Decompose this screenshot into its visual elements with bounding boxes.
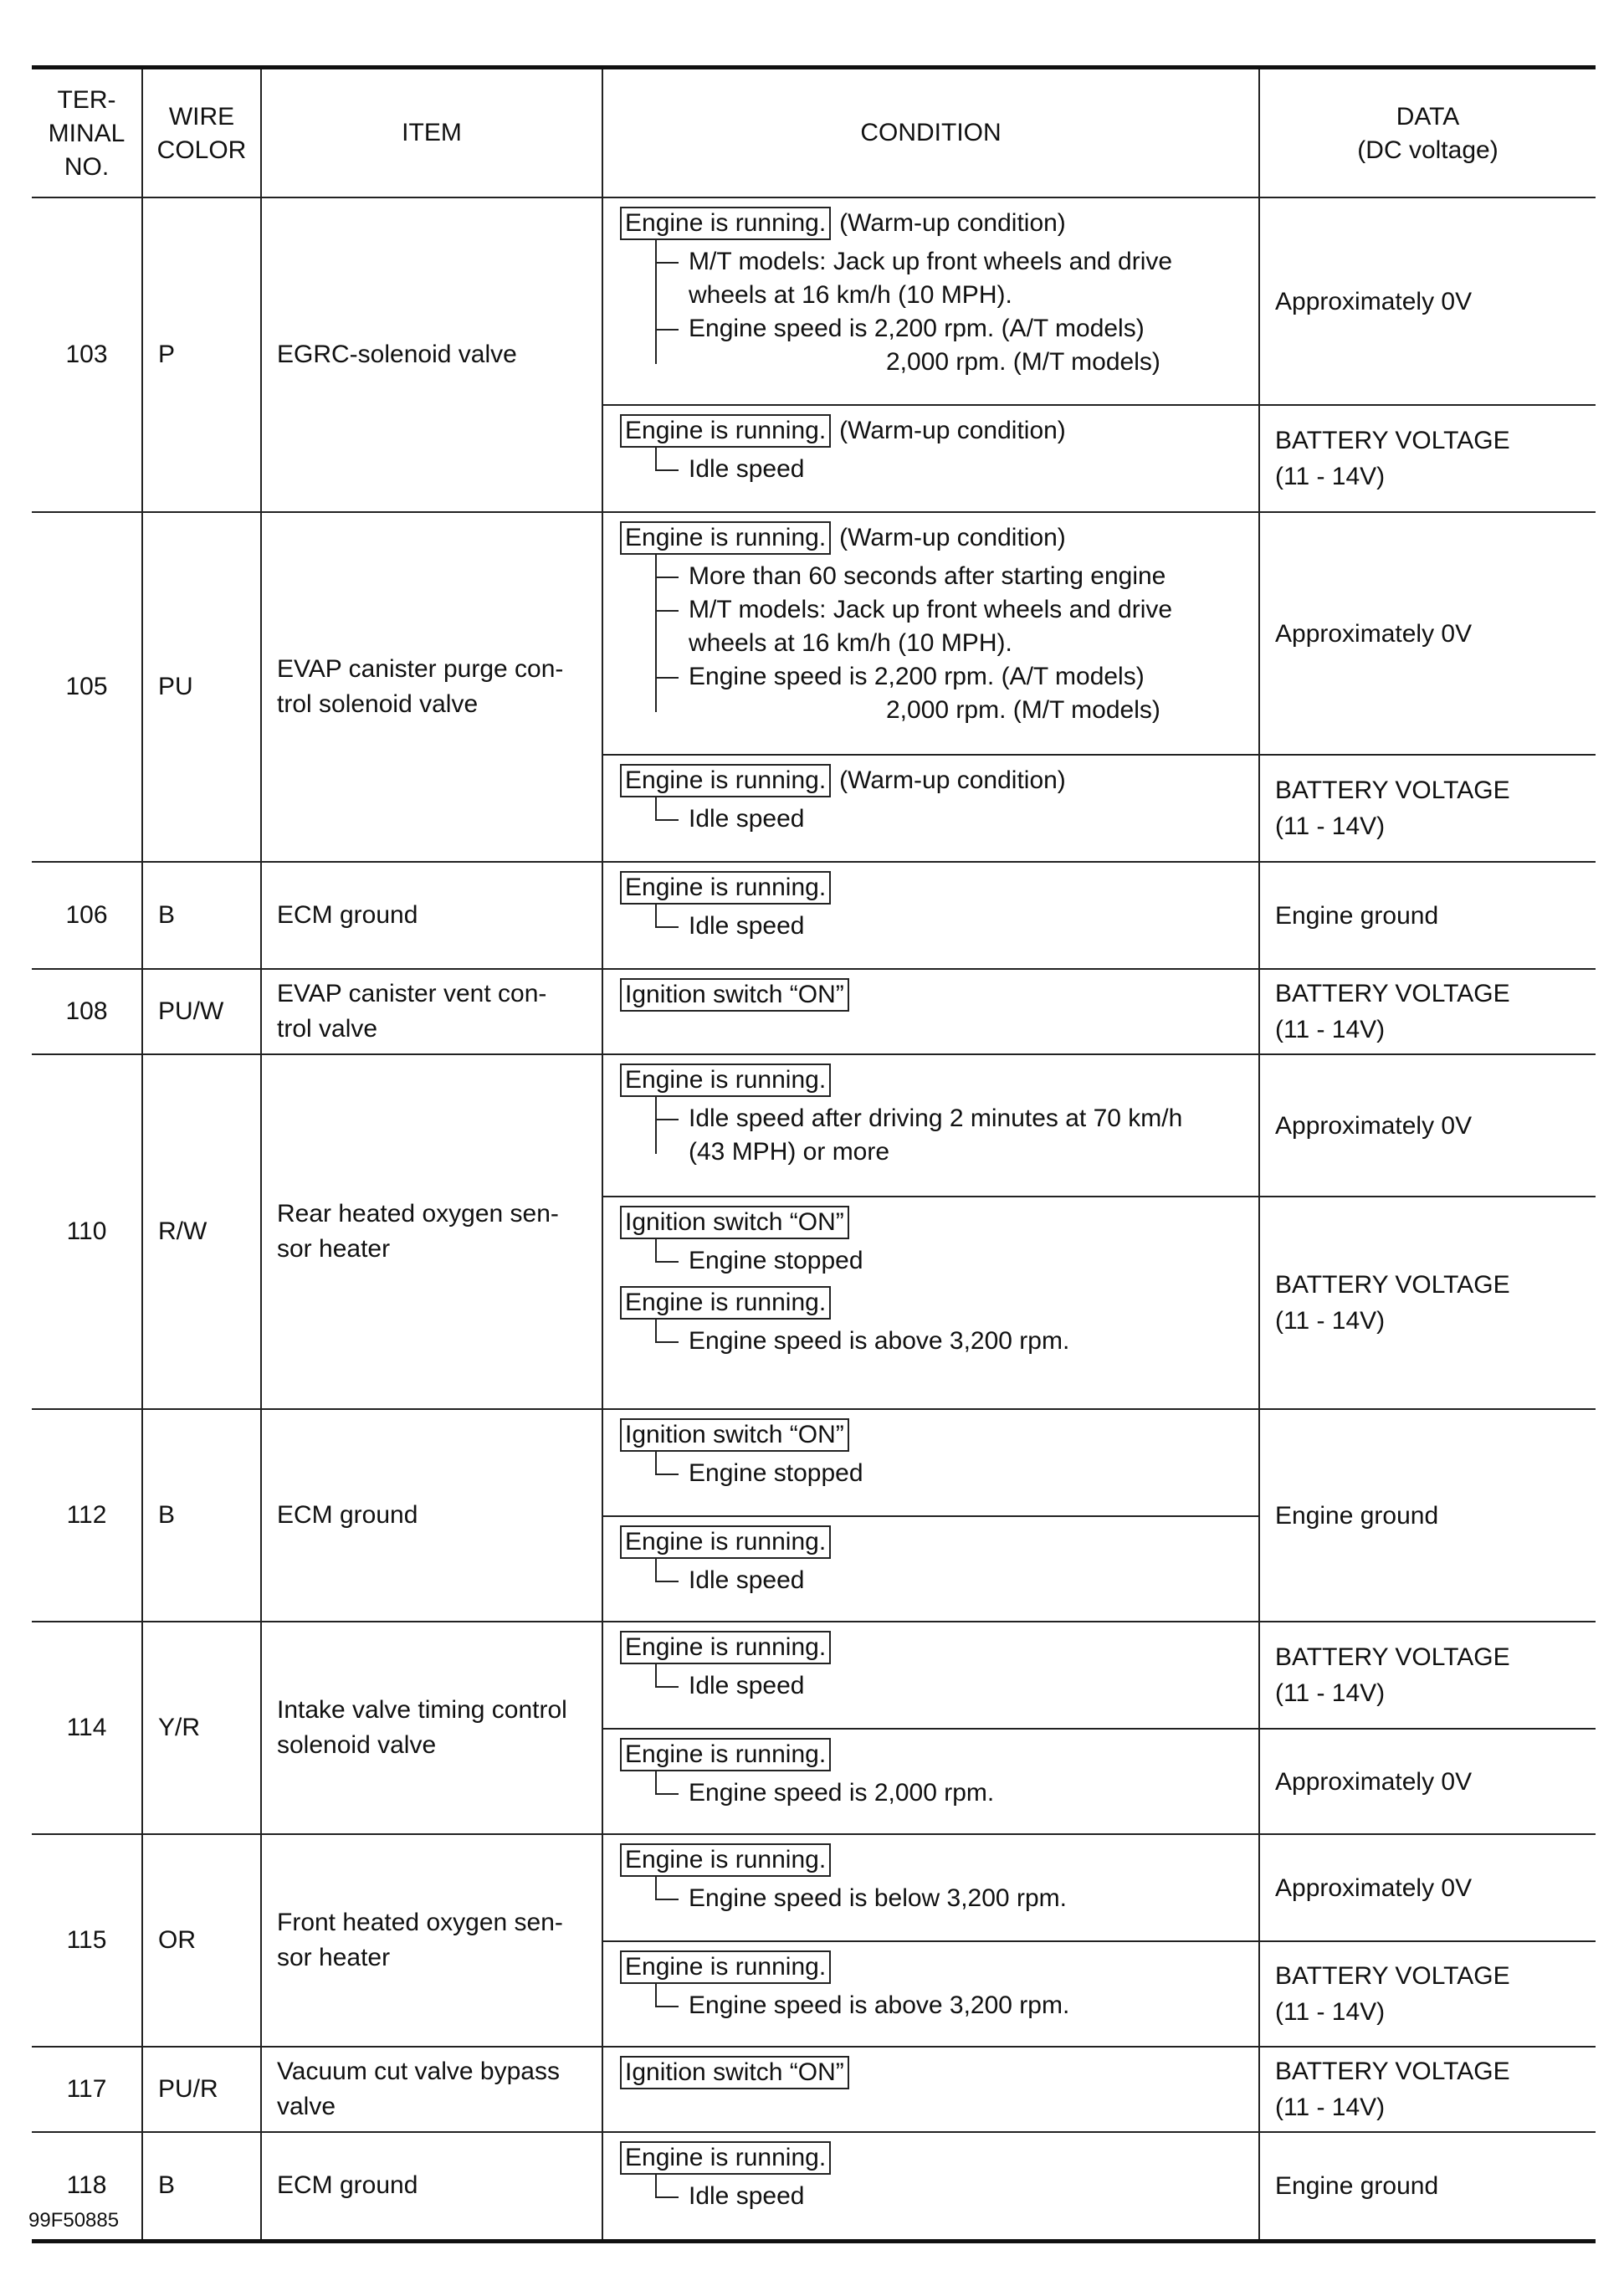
wire-color: B bbox=[142, 1409, 261, 1622]
dc-voltage-data: Approximately 0V bbox=[1259, 1834, 1596, 1941]
condition-sub-steps bbox=[637, 802, 1258, 836]
condition-state-box: Engine is running. bbox=[620, 1286, 831, 1320]
item-name: ECM ground bbox=[261, 862, 602, 969]
terminal-number: 117 bbox=[32, 2047, 142, 2132]
condition-sub-step bbox=[689, 245, 1258, 312]
condition-sub-text: Idle speed bbox=[689, 912, 805, 940]
condition-sub-steps bbox=[637, 245, 1258, 379]
condition-sub-steps bbox=[637, 910, 1258, 943]
dc-voltage-data: BATTERY VOLTAGE (11 - 14V) bbox=[1259, 755, 1596, 862]
wire-color: R/W bbox=[142, 1054, 261, 1409]
item-name: EVAP canister vent con- trol valve bbox=[261, 969, 602, 1054]
condition-sub-step bbox=[689, 1244, 1258, 1278]
header-data: DATA (DC voltage) bbox=[1259, 68, 1596, 198]
condition-sub-text: Engine speed is 2,200 rpm. (A/T models) bbox=[689, 315, 1145, 342]
condition-sub-step bbox=[689, 1457, 1258, 1490]
condition-state-box: Engine is running. bbox=[620, 1064, 831, 1097]
dc-voltage-data: BATTERY VOLTAGE (11 - 14V) bbox=[1259, 969, 1596, 1054]
table-row bbox=[32, 512, 1596, 755]
terminal-number: 118 bbox=[32, 2132, 142, 2241]
table-row bbox=[32, 197, 1596, 405]
table-row bbox=[32, 2132, 1596, 2241]
condition-extra-note: (Warm-up condition) bbox=[839, 766, 1066, 794]
table-row bbox=[32, 1622, 1596, 1729]
condition-cell bbox=[602, 197, 1259, 405]
item-name: EGRC-solenoid valve bbox=[261, 197, 602, 512]
dc-voltage-data: Engine ground bbox=[1259, 2132, 1596, 2241]
condition-sub-steps bbox=[637, 453, 1258, 486]
dc-voltage-data: BATTERY VOLTAGE (11 - 14V) bbox=[1259, 1197, 1596, 1409]
dc-voltage-data: Approximately 0V bbox=[1259, 1729, 1596, 1834]
condition-sub-text: Engine speed is above 3,200 rpm. bbox=[689, 1327, 1070, 1355]
wire-color: B bbox=[142, 2132, 261, 2241]
condition-sub-step bbox=[689, 1325, 1258, 1358]
condition-state-box: Engine is running. bbox=[620, 1525, 831, 1559]
condition-state-box: Ignition switch “ON” bbox=[620, 1418, 849, 1452]
condition-sub-text: wheels at 16 km/h (10 MPH). bbox=[689, 281, 1012, 309]
condition-cell bbox=[602, 512, 1259, 755]
header-item: ITEM bbox=[261, 68, 602, 198]
condition-cell bbox=[602, 405, 1259, 512]
condition-cell bbox=[602, 1729, 1259, 1834]
condition-sub-text: Engine speed is 2,200 rpm. (A/T models) bbox=[689, 663, 1145, 690]
wire-color: OR bbox=[142, 1834, 261, 2047]
condition-sub-step bbox=[689, 1564, 1258, 1597]
condition-state-box: Engine is running. bbox=[620, 414, 831, 448]
dc-voltage-data: Approximately 0V bbox=[1259, 512, 1596, 755]
condition-sub-steps bbox=[637, 1457, 1258, 1490]
item-name: ECM ground bbox=[261, 2132, 602, 2241]
state-line bbox=[620, 1950, 1258, 1984]
state-line bbox=[620, 871, 1258, 905]
condition-sub-text: Idle speed bbox=[689, 805, 805, 833]
condition-cell bbox=[602, 1622, 1259, 1729]
condition-cell bbox=[602, 1409, 1259, 1516]
condition-sub-step bbox=[689, 910, 1258, 943]
wire-color: Y/R bbox=[142, 1622, 261, 1834]
condition-state-box: Engine is running. bbox=[620, 1950, 831, 1984]
condition-cell bbox=[602, 755, 1259, 862]
condition-sub-steps bbox=[637, 1882, 1258, 1915]
condition-sub-text: Idle speed bbox=[689, 1566, 805, 1594]
wire-color: PU/R bbox=[142, 2047, 261, 2132]
condition-sub-text: Idle speed bbox=[689, 1672, 805, 1699]
terminal-number: 115 bbox=[32, 1834, 142, 2047]
condition-cell bbox=[602, 2047, 1259, 2132]
terminal-number: 108 bbox=[32, 969, 142, 1054]
dc-voltage-data: BATTERY VOLTAGE (11 - 14V) bbox=[1259, 1941, 1596, 2047]
condition-sub-step bbox=[689, 1102, 1258, 1169]
condition-sub-steps bbox=[637, 2180, 1258, 2213]
condition-state-box: Ignition switch “ON” bbox=[620, 978, 849, 1012]
item-name: Front heated oxygen sen- sor heater bbox=[261, 1834, 602, 2047]
state-line bbox=[620, 1206, 1258, 1239]
condition-sub-step bbox=[689, 802, 1258, 836]
condition-sub-text: Engine stopped bbox=[689, 1459, 863, 1487]
wire-color: PU/W bbox=[142, 969, 261, 1054]
header-wire-color: WIRE COLOR bbox=[142, 68, 261, 198]
condition-sub-steps bbox=[637, 1989, 1258, 2022]
condition-cell bbox=[602, 1834, 1259, 1941]
condition-state-box: Engine is running. bbox=[620, 207, 831, 240]
table-row bbox=[32, 1834, 1596, 1941]
condition-sub-steps bbox=[637, 1776, 1258, 1810]
condition-sub-text: Engine speed is 2,000 rpm. bbox=[689, 1779, 995, 1807]
condition-cell bbox=[602, 2132, 1259, 2241]
item-name: Intake valve timing control solenoid valve bbox=[261, 1622, 602, 1834]
state-line bbox=[620, 764, 1258, 797]
state-line bbox=[620, 2141, 1258, 2175]
condition-sub-text: 2,000 rpm. (M/T models) bbox=[886, 348, 1160, 376]
terminal-number: 114 bbox=[32, 1622, 142, 1834]
condition-sub-steps bbox=[637, 1669, 1258, 1703]
dc-voltage-data: Engine ground bbox=[1259, 1409, 1596, 1622]
condition-sub-text: Engine stopped bbox=[689, 1247, 863, 1274]
dc-voltage-data: BATTERY VOLTAGE (11 - 14V) bbox=[1259, 405, 1596, 512]
state-line bbox=[620, 1738, 1258, 1771]
condition-sub-step bbox=[689, 1669, 1258, 1703]
condition-sub-step bbox=[689, 1989, 1258, 2022]
condition-sub-text: wheels at 16 km/h (10 MPH). bbox=[689, 629, 1012, 657]
condition-sub-text: 2,000 rpm. (M/T models) bbox=[886, 696, 1160, 724]
condition-sub-text: Idle speed after driving 2 minutes at 70 km/h bbox=[689, 1105, 1183, 1132]
condition-sub-step bbox=[689, 312, 1258, 379]
state-line bbox=[620, 1631, 1258, 1664]
condition-sub-text: More than 60 seconds after starting engine bbox=[689, 562, 1166, 590]
condition-sub-steps bbox=[637, 1564, 1258, 1597]
table-row bbox=[32, 2047, 1596, 2132]
condition-sub-steps bbox=[637, 560, 1258, 727]
wire-color: P bbox=[142, 197, 261, 512]
condition-state-box: Engine is running. bbox=[620, 764, 831, 797]
condition-extra-note: (Warm-up condition) bbox=[839, 417, 1066, 444]
item-name: ECM ground bbox=[261, 1409, 602, 1622]
condition-sub-text: (43 MPH) or more bbox=[689, 1138, 890, 1166]
dc-voltage-data: BATTERY VOLTAGE (11 - 14V) bbox=[1259, 1622, 1596, 1729]
condition-state-box: Engine is running. bbox=[620, 1631, 831, 1664]
state-line bbox=[620, 521, 1258, 555]
condition-sub-steps bbox=[637, 1102, 1258, 1169]
condition-sub-text: Idle speed bbox=[689, 455, 805, 483]
terminal-data-table bbox=[32, 65, 1596, 2243]
condition-sub-step bbox=[689, 560, 1258, 593]
condition-state-box: Ignition switch “ON” bbox=[620, 2056, 849, 2089]
condition-cell bbox=[602, 969, 1259, 1054]
dc-voltage-data: Approximately 0V bbox=[1259, 1054, 1596, 1197]
wire-color: PU bbox=[142, 512, 261, 862]
condition-sub-step bbox=[689, 593, 1258, 660]
condition-cell bbox=[602, 1054, 1259, 1197]
terminal-number: 105 bbox=[32, 512, 142, 862]
state-line bbox=[620, 1418, 1258, 1452]
table-row bbox=[32, 1054, 1596, 1197]
state-line bbox=[620, 207, 1258, 240]
table-row bbox=[32, 1409, 1596, 1516]
condition-sub-text: M/T models: Jack up front wheels and drive bbox=[689, 596, 1173, 623]
table-row bbox=[32, 862, 1596, 969]
condition-sub-step bbox=[689, 1776, 1258, 1810]
condition-sub-step bbox=[689, 660, 1258, 727]
terminal-number: 103 bbox=[32, 197, 142, 512]
state-line bbox=[620, 978, 1258, 1012]
header-row bbox=[32, 68, 1596, 198]
terminal-number: 112 bbox=[32, 1409, 142, 1622]
condition-extra-note: (Warm-up condition) bbox=[839, 209, 1066, 237]
header-condition: CONDITION bbox=[602, 68, 1259, 198]
terminal-data-table-container bbox=[32, 65, 1596, 2243]
header-terminal-no: TER- MINAL NO. bbox=[32, 68, 142, 198]
wire-color: B bbox=[142, 862, 261, 969]
condition-state-box: Ignition switch “ON” bbox=[620, 1206, 849, 1239]
condition-state-box: Engine is running. bbox=[620, 2141, 831, 2175]
state-line bbox=[620, 2056, 1258, 2089]
condition-cell bbox=[602, 1197, 1259, 1409]
item-name: Rear heated oxygen sen- sor heater bbox=[261, 1054, 602, 1409]
state-line bbox=[620, 1064, 1258, 1097]
figure-code: 99F50885 bbox=[28, 2209, 120, 2232]
condition-state-box: Engine is running. bbox=[620, 1738, 831, 1771]
condition-cell bbox=[602, 1516, 1259, 1622]
item-name: EVAP canister purge con- trol solenoid valve bbox=[261, 512, 602, 862]
state-line bbox=[620, 1843, 1258, 1877]
condition-sub-step bbox=[689, 2180, 1258, 2213]
condition-extra-note: (Warm-up condition) bbox=[839, 524, 1066, 551]
condition-state-box: Engine is running. bbox=[620, 871, 831, 905]
table-row bbox=[32, 969, 1596, 1054]
condition-sub-step bbox=[689, 453, 1258, 486]
dc-voltage-data: Engine ground bbox=[1259, 862, 1596, 969]
condition-sub-text: Engine speed is above 3,200 rpm. bbox=[689, 1991, 1070, 2019]
condition-sub-text: Engine speed is below 3,200 rpm. bbox=[689, 1884, 1067, 1912]
condition-sub-steps bbox=[637, 1244, 1258, 1278]
condition-state-box: Engine is running. bbox=[620, 1843, 831, 1877]
condition-sub-steps bbox=[637, 1325, 1258, 1358]
table-body bbox=[32, 197, 1596, 2241]
dc-voltage-data: Approximately 0V bbox=[1259, 197, 1596, 405]
condition-sub-step bbox=[689, 1882, 1258, 1915]
terminal-number: 110 bbox=[32, 1054, 142, 1409]
condition-cell bbox=[602, 862, 1259, 969]
state-line bbox=[620, 1525, 1258, 1559]
dc-voltage-data: BATTERY VOLTAGE (11 - 14V) bbox=[1259, 2047, 1596, 2132]
state-line bbox=[620, 1286, 1258, 1320]
condition-cell bbox=[602, 1941, 1259, 2047]
terminal-number: 106 bbox=[32, 862, 142, 969]
state-line bbox=[620, 414, 1258, 448]
condition-sub-text: M/T models: Jack up front wheels and drive bbox=[689, 248, 1173, 275]
condition-sub-text: Idle speed bbox=[689, 2182, 805, 2210]
item-name: Vacuum cut valve bypass valve bbox=[261, 2047, 602, 2132]
condition-state-box: Engine is running. bbox=[620, 521, 831, 555]
